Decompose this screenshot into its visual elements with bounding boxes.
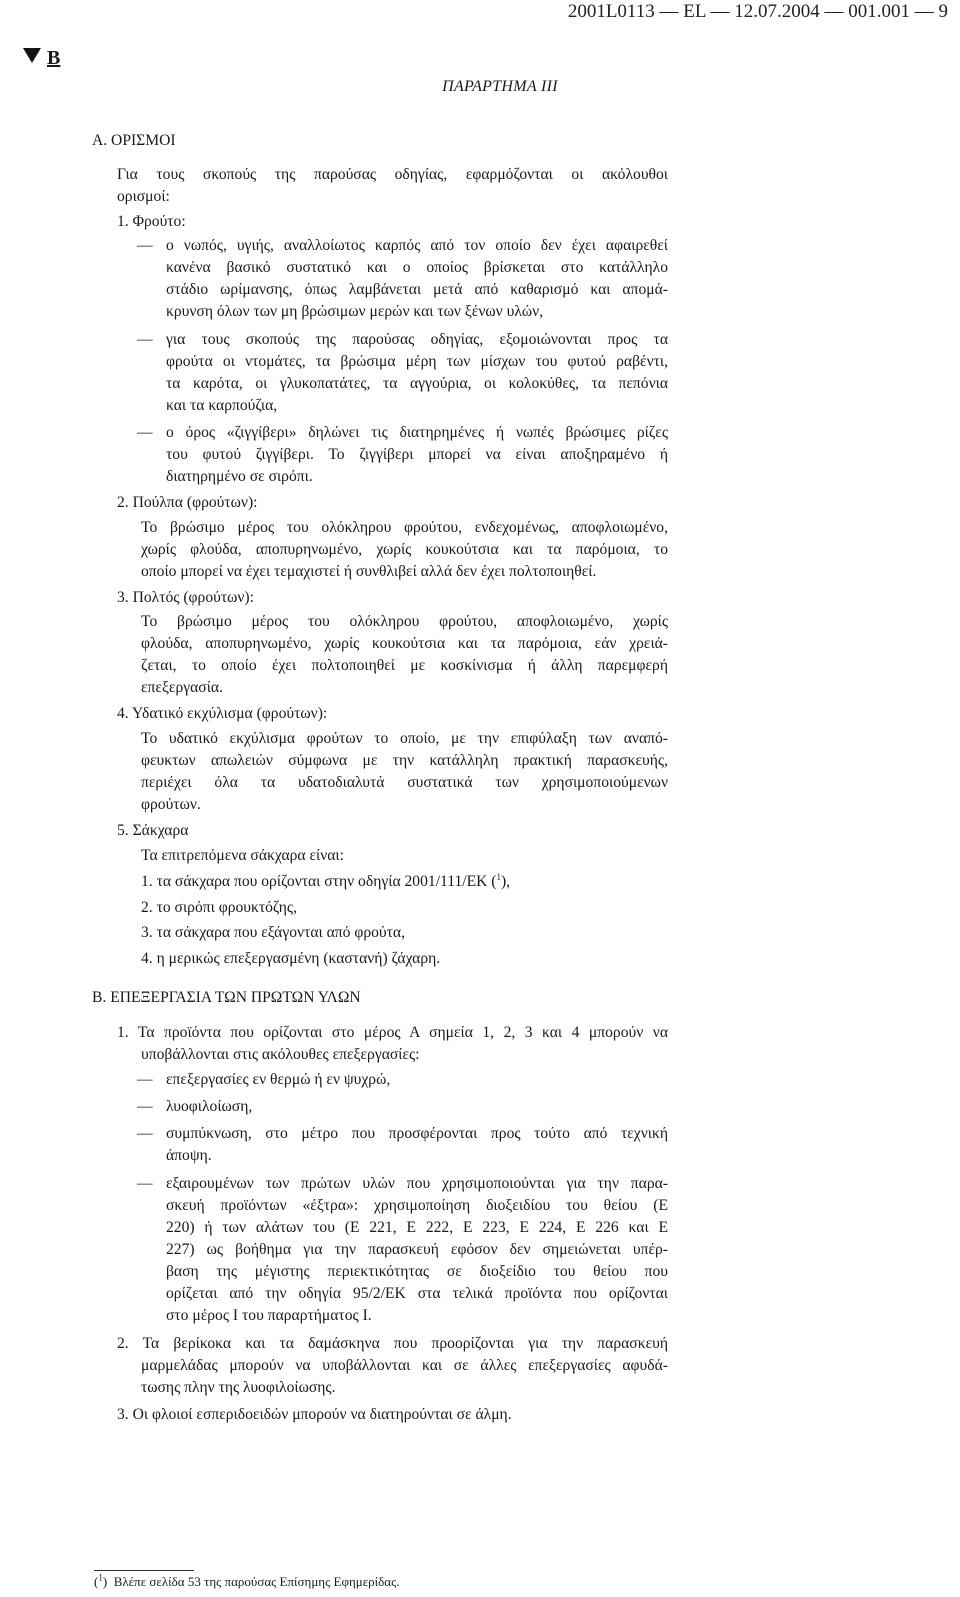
footnote-text: Βλέπε σελίδα 53 της παρούσας Επίσημης Εφημερίδας. [113, 1574, 400, 1589]
version-marker-label: B [47, 47, 61, 69]
item-2-title: 2. Πούλπα (φρούτων): [117, 494, 258, 511]
item-1-dash2-line4: και τα καρπούζια, [166, 397, 278, 414]
annex-title: ΠΑΡΑΡΤΗΜΑ III [442, 78, 558, 95]
section-b-dash4-line1: εξαιρουμένων των πρώτων υλών που χρησιμοποιούνται για την παρα- [166, 1175, 668, 1192]
item-3-title: 3. Πολτός (φρούτων): [117, 589, 254, 606]
item-4-line4: φρούτων. [141, 796, 201, 813]
item-1-title: 1. Φρούτο: [117, 213, 186, 230]
item-4-line1: Το υδατικό εκχύλισμα φρούτων το οποίο, με την επιφύλαξη των αναπό- [141, 730, 668, 747]
section-b-item1-line1: 1. Τα προϊόντα που ορίζονται στο μέρος Α σημεία 1, 2, 3 και 4 μπορούν να [117, 1024, 668, 1041]
dash-bullet: — [137, 1071, 153, 1088]
item-4-title: 4. Υδατικό εκχύλισμα (φρούτων): [117, 705, 328, 722]
section-b-item3: 3. Οι φλοιοί εσπεριδοειδών μπορούν να διατηρούνται σε άλμη. [117, 1406, 512, 1423]
triangle-down-icon [23, 48, 41, 63]
document-header: 2001L0113 — EL — 12.07.2004 — 001.001 — 9 [567, 1, 948, 22]
item-1-dash3-line1: ο όρος «ζιγγίβερι» δηλώνει τις διατηρημένες ή νωπές βρώσιμες ρίζες [166, 424, 668, 441]
section-b-dash4-line7: στο μέρος I του παραρτήματος I. [166, 1307, 372, 1324]
item-5-sub3: 3. τα σάκχαρα που εξάγονται από φρούτα, [141, 924, 405, 941]
dash-bullet: — [137, 424, 153, 441]
dash-bullet: — [137, 1125, 153, 1142]
item-5-sub4: 4. η μερικώς επεξεργασμένη (καστανή) ζάχαρη. [141, 950, 441, 967]
item-1-dash1-line4: κρυνση όλων των μη βρώσιμων μερών και των ξένων υλών, [166, 303, 544, 320]
dash-bullet: — [137, 237, 153, 254]
footnote-number: 1 [98, 1572, 103, 1583]
item-3-line3: ζεται, το οποίο έχει πολτοποιηθεί με κοσκίνισμα ή άλλη παρεμφερή [141, 657, 668, 674]
section-a-heading: A. ΟΡΙΣΜΟΙ [92, 132, 176, 149]
section-b-dash4-line4: 227) ως βοήθημα για την παρασκευή εφόσον δεν σημειώνεται υπέρ- [166, 1241, 668, 1258]
section-b-dash3-line1: συμπύκνωση, στο μέτρο που προσφέρονται προς τούτο από τεχνική [166, 1125, 668, 1142]
footnote-reference: 1 [496, 871, 501, 882]
section-b-item1-line2: υποβάλλονται στις ακόλουθες επεξεργασίες: [141, 1046, 420, 1063]
dash-bullet: — [137, 331, 153, 348]
item-3-line2: φλούδα, αποπυρηνωμένο, χωρίς κουκούτσια και τα παρόμοια, εάν χρειά- [141, 635, 668, 652]
section-b-item2-line1: 2. Τα βερίκοκα και τα δαμάσκηνα που προορίζονται για την παρασκευή [117, 1335, 668, 1352]
section-b-dash2: λυοφιλοίωση, [166, 1098, 253, 1115]
item-2-line2: χωρίς φλούδα, αποπυρηνωμένο, χωρίς κουκούτσια και τα παρόμοια, το [141, 541, 668, 558]
item-5-sub1 [141, 871, 510, 893]
section-b-dash4-line6: ορίζεται από την οδηγία 95/2/ΕΚ στα τελικά προϊόντα που ορίζονται [166, 1285, 668, 1302]
item-1-dash2-line3: τα καρότα, οι γλυκοπατάτες, τα αγγούρια, οι κολοκύθες, τα πεπόνια [166, 375, 668, 392]
section-b-item2-line3: τωσης πλην της λυοφιλοίωσης. [141, 1379, 336, 1396]
item-5-sub2: 2. το σιρόπι φρουκτόζης, [141, 899, 297, 916]
section-a-intro-line2: ορισμοί: [117, 188, 170, 205]
item-1-dash1-line1: ο νωπός, υγιής, αναλλοίωτος καρπός από τον οποίο δεν έχει αφαιρεθεί [166, 237, 668, 254]
item-2-line1: Το βρώσιμο μέρος του ολόκληρου φρούτου, ενδεχομένως, αποφλοιωμένο, [141, 519, 668, 536]
item-5-intro: Τα επιτρεπόμενα σάκχαρα είναι: [141, 847, 344, 864]
section-a-intro-line1: Για τους σκοπούς της παρούσας οδηγίας, εφαρμόζονται οι ακόλουθοι [117, 166, 668, 183]
section-b-item2-line2: μαρμελάδας μπορούν να υποβάλλονται και σε άλλες επεξεργασίες αφυδά- [141, 1357, 668, 1374]
section-b-dash4-line5: βαση της μέγιστης περιεκτικότητας σε διοξείδιο του θείου που [166, 1263, 668, 1280]
item-4-line2: φευκτων απωλειών σύμφωνα με την κατάλληλη πρακτική παρασκευής, [141, 752, 668, 769]
section-b-dash1: επεξεργασίες εν θερμώ ή εν ψυχρώ, [166, 1071, 391, 1088]
version-marker [23, 46, 60, 70]
footnote: ($^1$) Βλέπε σελίδα 53 της παρούσας Επίσημης Εφημερίδας. [94, 1572, 400, 1589]
dash-bullet: — [137, 1175, 153, 1192]
item-3-line1: Το βρώσιμο μέρος του ολόκληρου φρούτου, αποφλοιωμένο, χωρίς [141, 613, 668, 630]
item-3-line4: επεξεργασία. [141, 679, 223, 696]
section-b-dash3-line2: άποψη. [166, 1147, 212, 1164]
item-5-sub1-tail: ), [500, 873, 511, 890]
item-1-dash2-line2: φρούτα οι ντομάτες, τα βρώσιμα μέρη των μίσχων του φυτού ραβέντι, [166, 353, 668, 370]
item-1-dash3-line3: διατηρημένο σε σιρόπι. [166, 468, 313, 485]
footnote-divider [94, 1570, 194, 1571]
item-1-dash1-line2: κανένα βασικό συστατικό και ο οποίος βρίσκεται στο κατάλληλο [166, 259, 668, 276]
item-1-dash3-line2: του φυτού ζιγγίβερι. Το ζιγγίβερι μπορεί να είναι αποξηραμένο ή [166, 446, 668, 463]
item-4-line3: περιέχει όλα τα υδατοδιαλυτά συστατικά των χρησιμοποιούμενων [141, 774, 668, 791]
item-1-dash2-line1: για τους σκοπούς της παρούσας οδηγίας, εξομοιώνονται προς τα [166, 331, 668, 348]
section-b-heading: B. ΕΠΕΞΕΡΓΑΣΙΑ ΤΩΝ ΠΡΩΤΩΝ ΥΛΩΝ [92, 989, 361, 1006]
section-b-dash4-line2: σκευή προϊόντων «έξτρα»: χρησιμοποίηση διοξειδίου του θείου (E [166, 1197, 668, 1214]
item-1-dash1-line3: στάδιο ωρίμανσης, όπως λαμβάνεται μετά από καθαρισμό και απομά- [166, 281, 668, 298]
item-5-sub1-text: 1. τα σάκχαρα που ορίζονται στην οδηγία 2001/111/ΕΚ ( [141, 873, 497, 890]
section-b-dash4-line3: 220) ή των αλάτων του (E 221, E 222, E 223, E 224, E 226 και E [166, 1219, 668, 1236]
item-2-line3: οποίο μπορεί να έχει τεμαχιστεί ή συνθλιβεί αλλά δεν έχει πολτοποιηθεί. [141, 563, 597, 580]
item-5-title: 5. Σάκχαρα [117, 822, 189, 839]
dash-bullet: — [137, 1098, 153, 1115]
